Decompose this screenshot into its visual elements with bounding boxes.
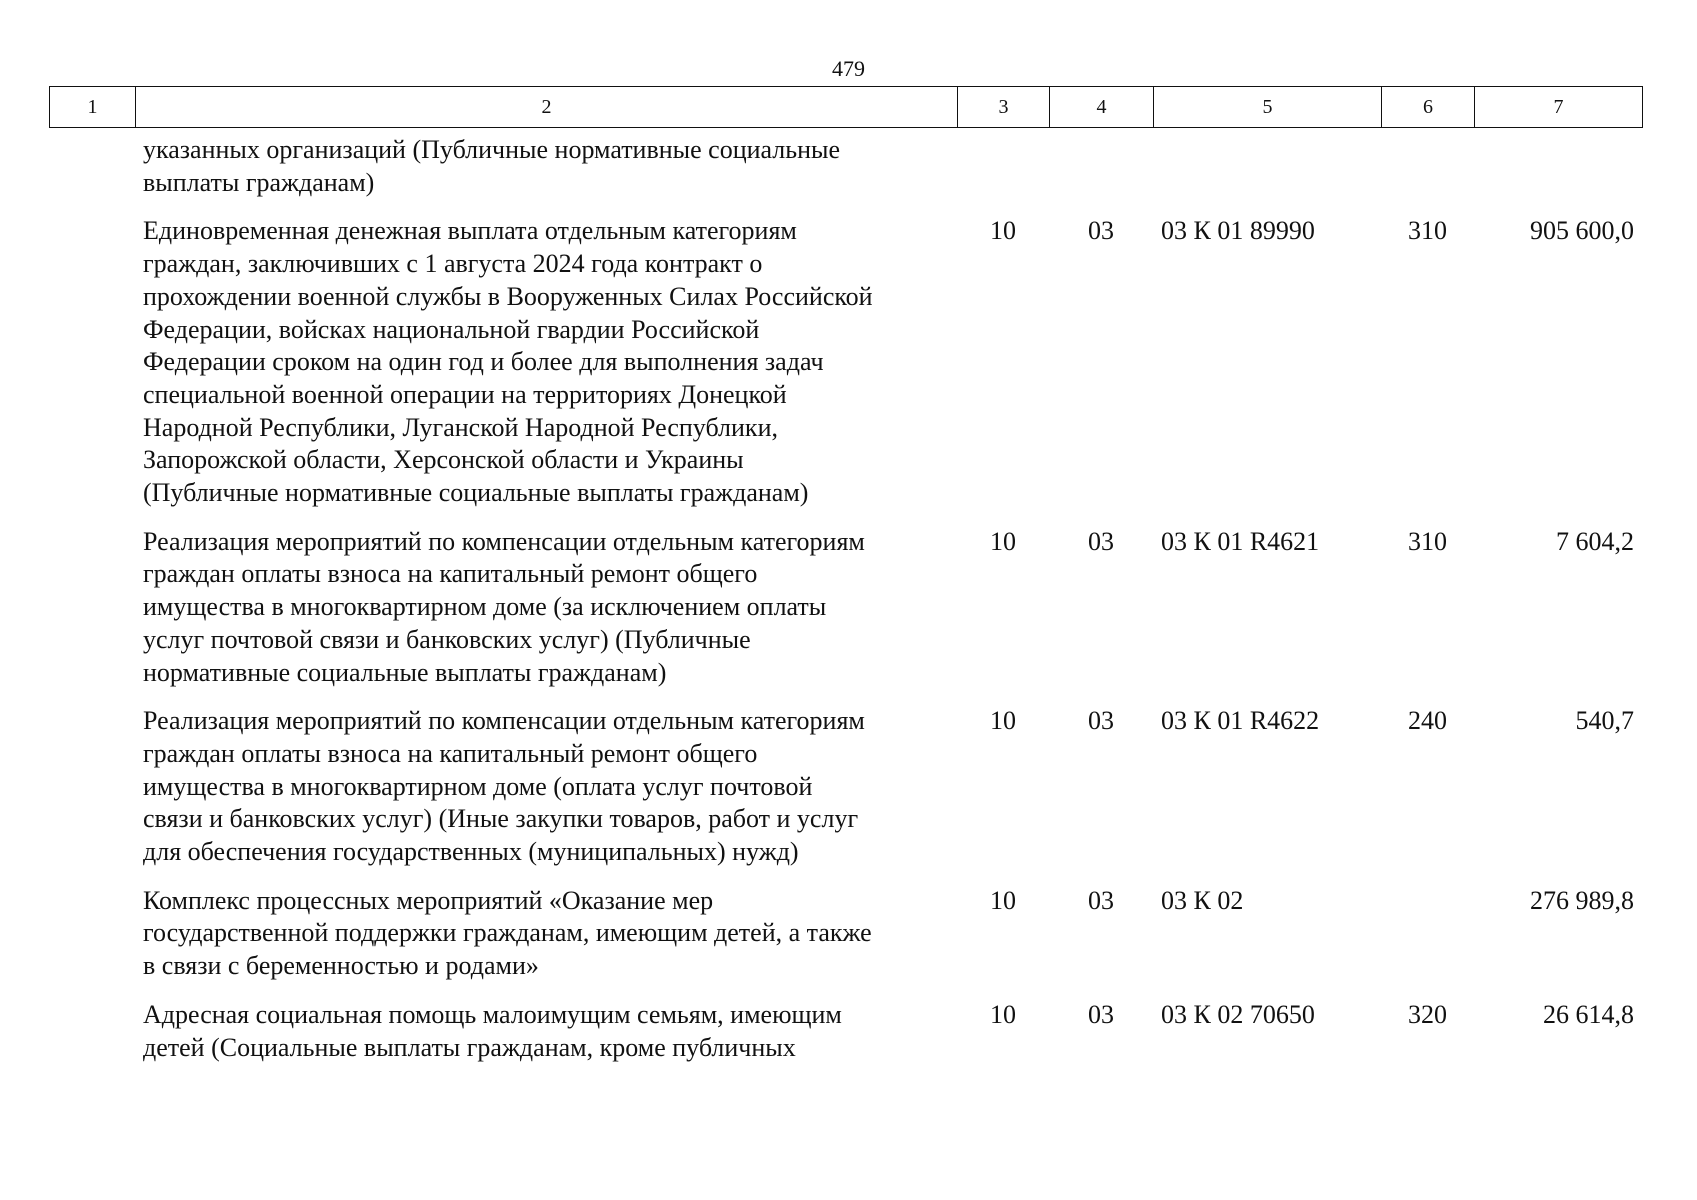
row-expense-type: 310 — [1408, 526, 1447, 556]
row-section: 10 — [990, 999, 1016, 1029]
row-section: 10 — [990, 706, 1016, 736]
row-description: Реализация мероприятий по компенсации отдельным категориям граждан оплаты взноса на капитальный ремонт общего имущества в многоквартирном доме (за исключением оплаты услуг почтовой связи и банковских услуг) (Публичные нормативные социальные выплаты гражданам) — [143, 526, 865, 687]
column-header-5: 5 — [1154, 87, 1382, 128]
column-header-table — [49, 86, 1643, 128]
table-row — [49, 999, 1642, 1064]
column-header-row — [50, 87, 1643, 128]
row-description: Реализация мероприятий по компенсации отдельным категориям граждан оплаты взноса на капитальный ремонт общего имущества в многоквартирном доме (оплата услуг почтовой связи и банковских услуг) (Иные закупки товаров, работ и услуг для обеспечения государственных (муниципальных) нужд) — [143, 706, 865, 867]
row-section — [957, 134, 1049, 199]
row-amount: 540,7 — [1575, 706, 1634, 736]
row-target-article — [1153, 134, 1381, 199]
column-header-1: 1 — [50, 87, 136, 128]
row-subsection: 03 — [1088, 216, 1114, 246]
row-amount — [1474, 134, 1642, 199]
row-section: 10 — [990, 216, 1016, 246]
row-target-article: 03 К 02 — [1161, 885, 1244, 915]
column-header-4: 4 — [1050, 87, 1154, 128]
row-section: 10 — [990, 885, 1016, 915]
row-expense-type: 310 — [1408, 216, 1447, 246]
row-section: 10 — [990, 526, 1016, 556]
row-target-article: 03 К 01 89990 — [1161, 216, 1315, 246]
row-expense-type: 240 — [1408, 706, 1447, 736]
row-subsection — [1049, 134, 1153, 199]
row-description: Адресная социальная помощь малоимущим семьям, имеющим детей (Социальные выплаты гражданам, кроме публичных — [143, 999, 842, 1062]
row-subsection: 03 — [1088, 706, 1114, 736]
row-amount: 905 600,0 — [1530, 216, 1634, 246]
row-expense-type — [1381, 885, 1474, 983]
row-expense-type: 320 — [1408, 999, 1447, 1029]
row-target-article: 03 К 02 70650 — [1161, 999, 1315, 1029]
row-target-article: 03 К 01 R4621 — [1161, 526, 1320, 556]
row-description: Единовременная денежная выплата отдельным категориям граждан, заключивших с 1 августа 2024 года контракт о прохождении военной службы в Вооруженных Силах Российской Федерации, войсках национальной гвардии Российской Федерации сроком на один год и более для выполнения задач специальной военной операции на территориях Донецкой Народной Республики, Луганской Народной Республики, Запорожской области, Херсонской области и Украины (Публичные нормативные социальные выплаты гражданам) — [143, 216, 873, 508]
row-expense-type — [1381, 134, 1474, 199]
table-row — [49, 134, 1642, 199]
row-target-article: 03 К 01 R4622 — [1161, 706, 1320, 736]
row-subsection: 03 — [1088, 885, 1114, 915]
row-subsection: 03 — [1088, 526, 1114, 556]
table-row — [49, 215, 1642, 509]
row-amount: 7 604,2 — [1556, 526, 1634, 556]
budget-rows — [49, 134, 1642, 1080]
column-header-7: 7 — [1475, 87, 1643, 128]
table-row — [49, 526, 1642, 690]
row-amount: 276 989,8 — [1530, 885, 1634, 915]
row-amount: 26 614,8 — [1543, 999, 1634, 1029]
row-description: указанных организаций (Публичные нормативные социальные выплаты гражданам) — [143, 135, 841, 197]
table-row — [49, 705, 1642, 869]
column-header-3: 3 — [958, 87, 1050, 128]
table-row — [49, 885, 1642, 983]
row-subsection: 03 — [1088, 999, 1114, 1029]
row-description: Комплекс процессных мероприятий «Оказание мер государственной поддержки гражданам, имеющим детей, а также в связи с беременностью и родами» — [143, 885, 872, 981]
column-header-6: 6 — [1382, 87, 1475, 128]
page-number: 479 — [832, 56, 865, 81]
column-header-2: 2 — [136, 87, 958, 128]
